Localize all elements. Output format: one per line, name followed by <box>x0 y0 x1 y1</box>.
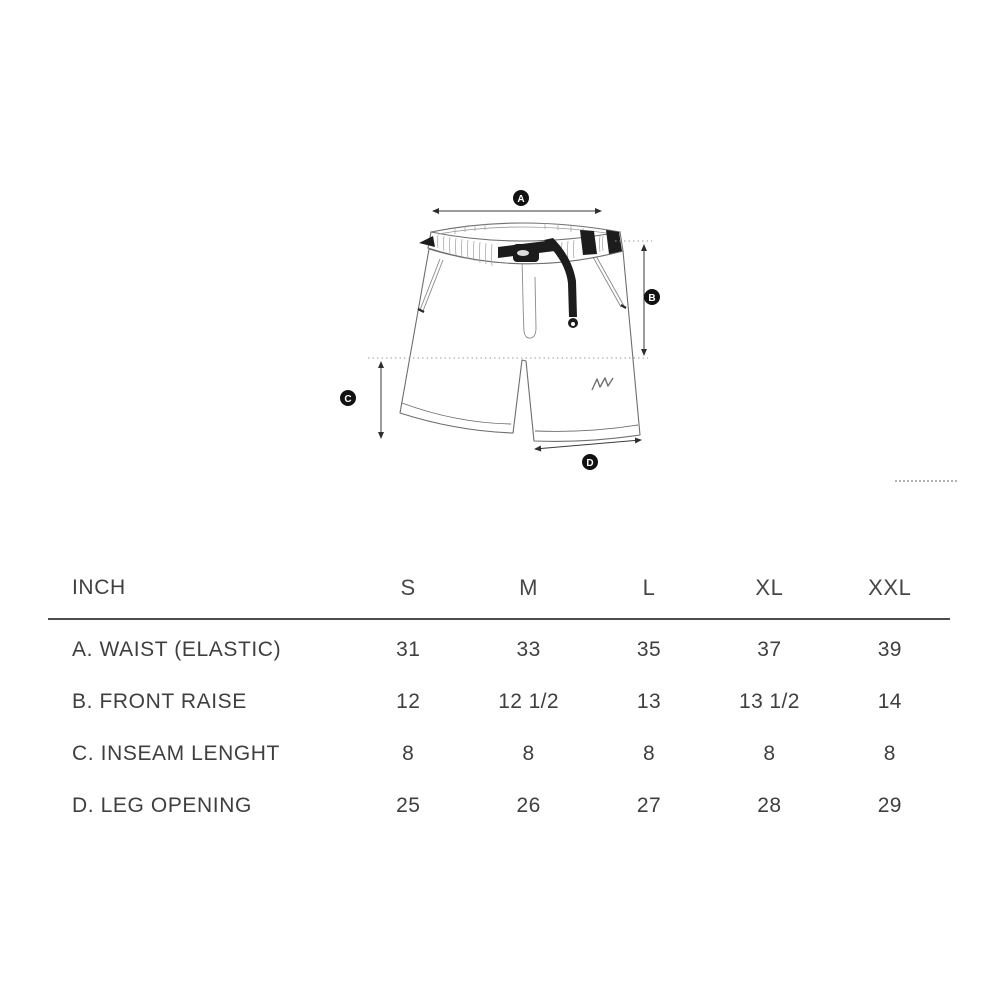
cell-value: 13 1/2 <box>738 690 800 713</box>
cell-value: 13 <box>636 690 662 713</box>
marker-b-label: B <box>648 292 656 304</box>
row-label: C. INSEAM LENGHT <box>72 742 280 765</box>
cell-value: 26 <box>516 794 541 817</box>
edge-dotted-line <box>895 480 957 482</box>
cell-value: 39 <box>877 638 902 661</box>
cell-value: 8 <box>522 742 535 765</box>
table-row-leg-opening <box>48 780 950 832</box>
cell-value: 29 <box>877 794 902 817</box>
marker-a <box>513 190 529 206</box>
size-table-header <box>48 558 950 618</box>
marker-d <box>582 454 598 470</box>
marker-a-label: A <box>517 193 525 205</box>
column-header-s: S <box>400 575 416 600</box>
column-header-m: M <box>519 575 539 600</box>
row-label: A. WAIST (ELASTIC) <box>72 638 282 661</box>
shorts-diagram-svg <box>330 185 680 485</box>
unit-header: INCH <box>72 576 126 599</box>
cell-value: 8 <box>402 742 415 765</box>
cell-value: 14 <box>877 690 902 713</box>
table-row-waist <box>48 624 950 676</box>
cell-value: 37 <box>757 638 782 661</box>
shorts-diagram <box>330 185 680 485</box>
row-label: D. LEG OPENING <box>72 794 252 817</box>
cell-value: 35 <box>636 638 662 661</box>
cell-value: 12 1/2 <box>498 690 559 713</box>
row-label: B. FRONT RAISE <box>72 690 247 713</box>
column-header-xl: XL <box>755 575 784 600</box>
cell-value: 27 <box>636 794 662 817</box>
column-header-xxl: XXL <box>868 575 912 600</box>
cell-value: 8 <box>883 742 896 765</box>
cell-value: 28 <box>757 794 782 817</box>
cell-value: 33 <box>516 638 541 661</box>
marker-c <box>340 390 356 406</box>
table-row-inseam <box>48 728 950 780</box>
column-header-l: L <box>642 575 656 600</box>
cell-value: 8 <box>642 742 656 765</box>
size-table <box>48 558 950 832</box>
cell-value: 31 <box>396 638 421 661</box>
marker-c-label: C <box>344 393 352 405</box>
size-table-body <box>48 620 950 832</box>
cell-value: 12 <box>396 690 421 713</box>
cell-value: 8 <box>763 742 776 765</box>
marker-b <box>644 289 660 305</box>
cell-value: 25 <box>396 794 421 817</box>
marker-d-label: D <box>586 457 594 469</box>
table-row-front-raise <box>48 676 950 728</box>
